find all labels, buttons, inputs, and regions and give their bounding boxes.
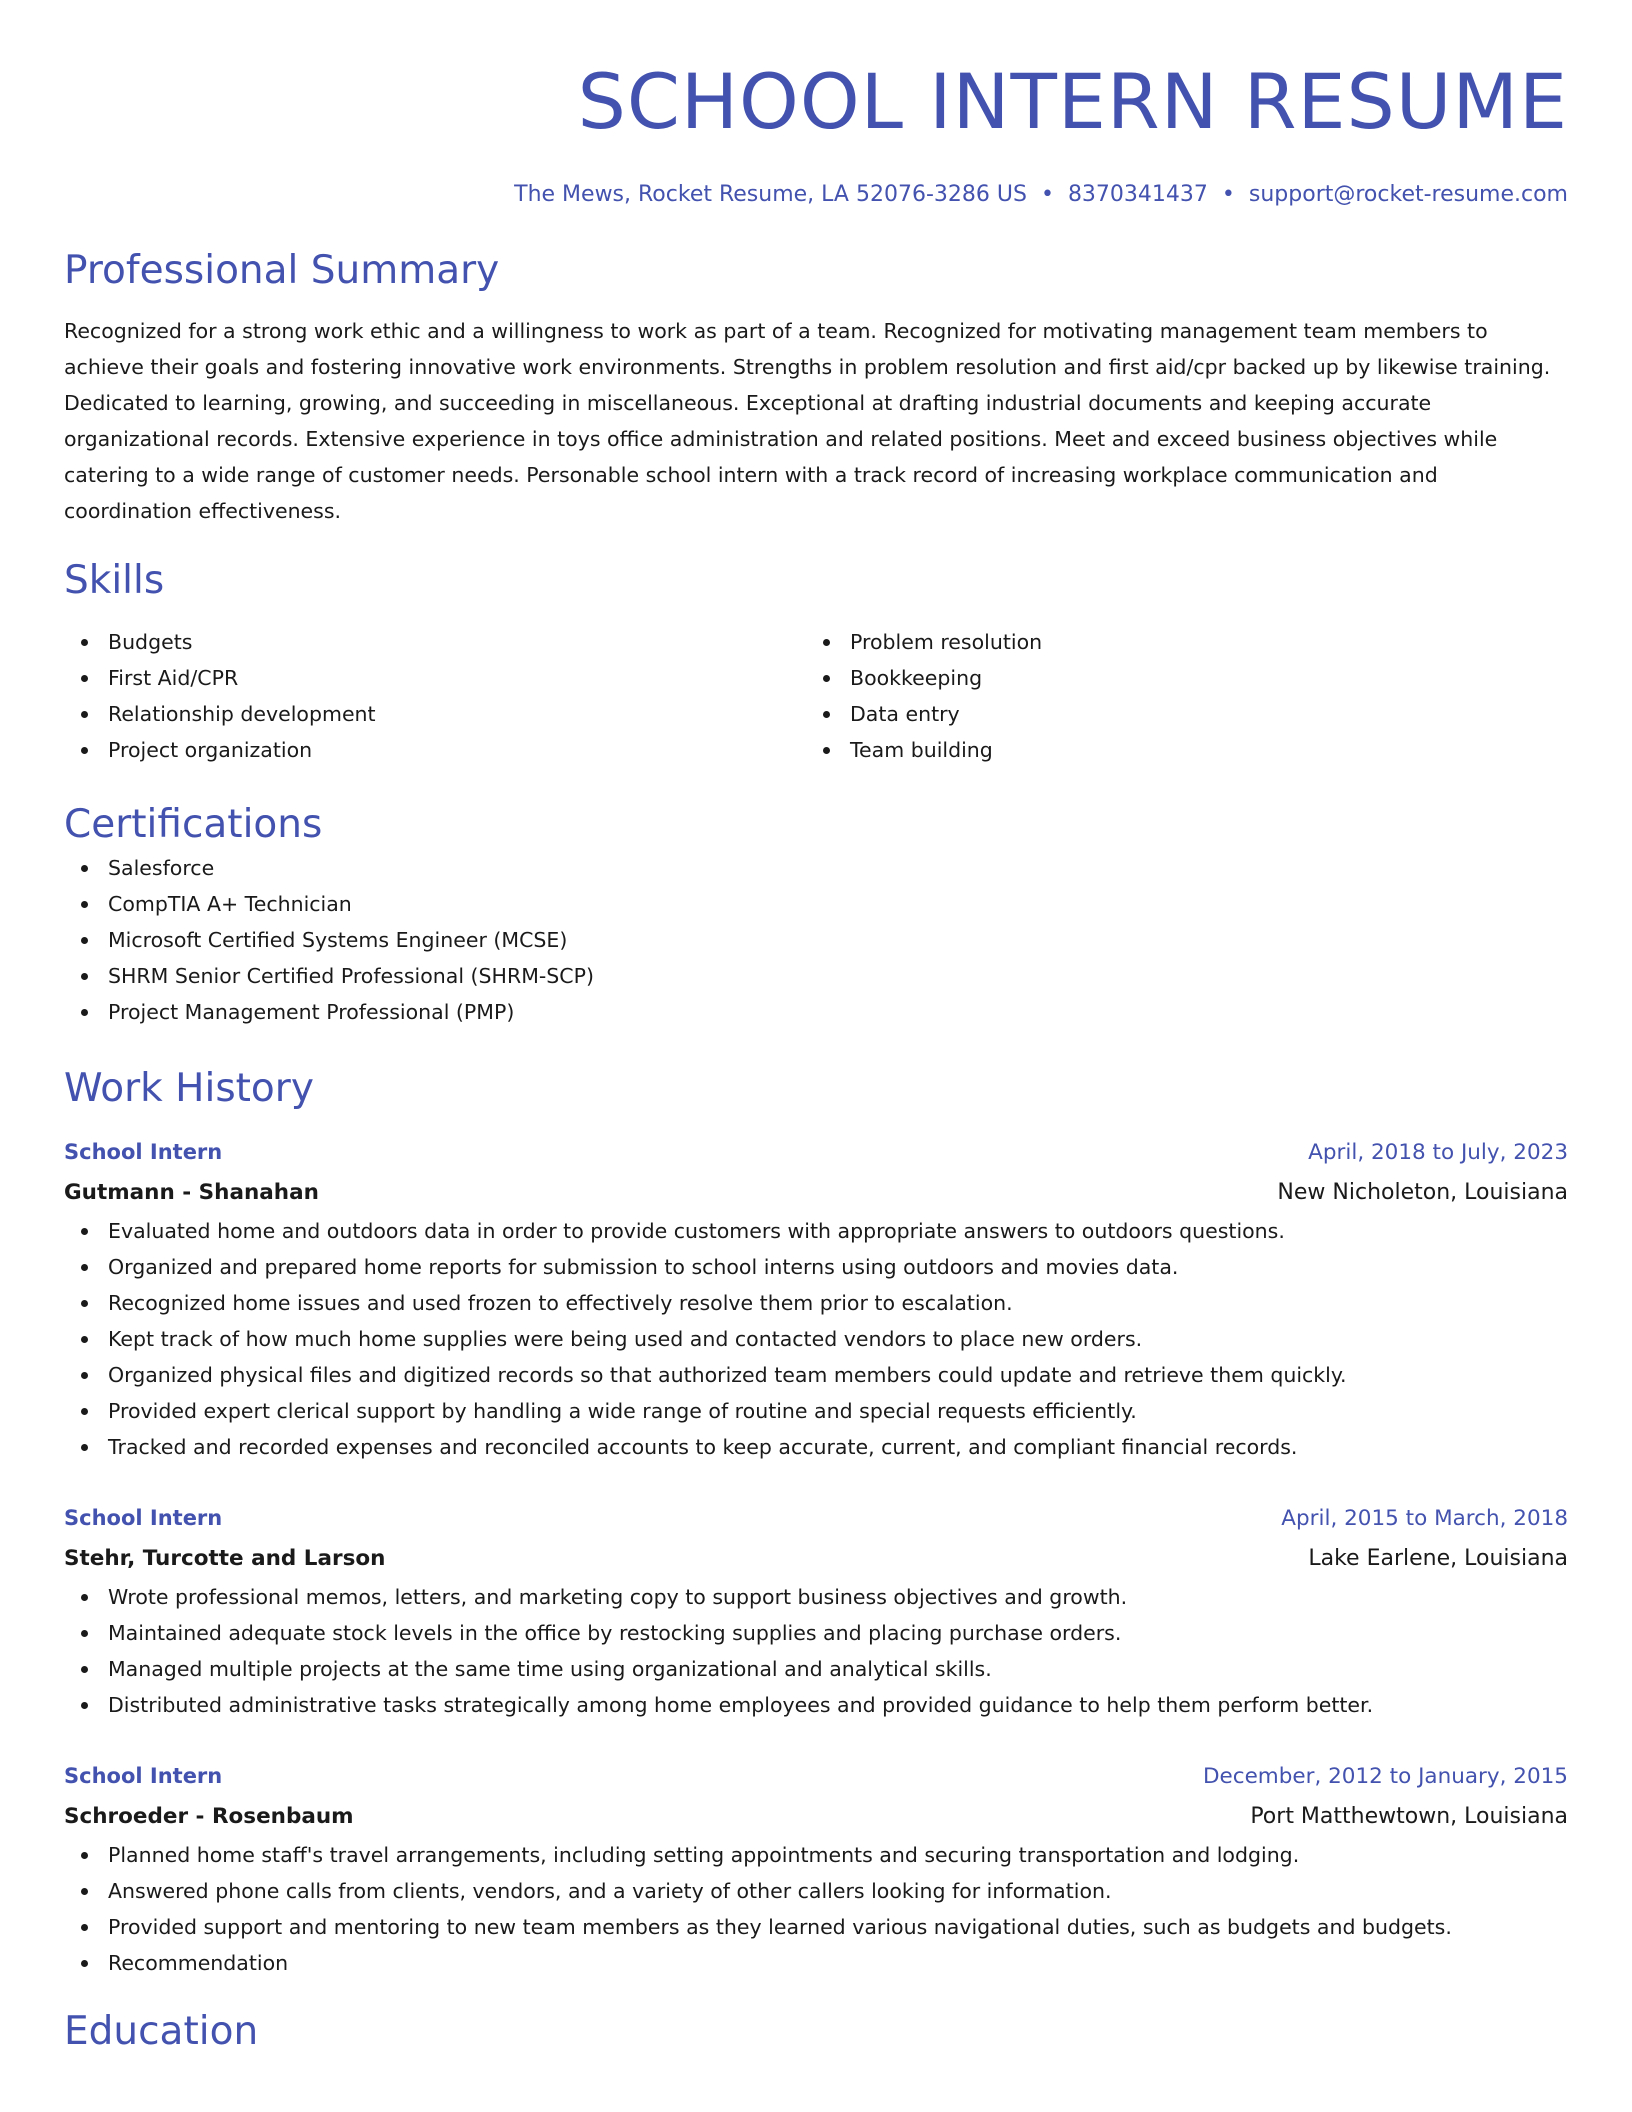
job-title: School Intern: [64, 1140, 223, 1164]
job-duty: Recommendation: [64, 1945, 1568, 1981]
job-location: New Nicholeton, Louisiana: [1277, 1180, 1568, 1205]
job-duty: Planned home staff's travel arrangements, including setting appointments and securing transportation and lodging.: [64, 1837, 1568, 1873]
skills-column-left: [64, 624, 806, 768]
certifications-list: [64, 850, 1568, 1030]
resume-title: SCHOOL INTERN RESUME: [577, 57, 1568, 146]
job-entry: [64, 1756, 1568, 1981]
certifications-heading: Certifications: [64, 802, 323, 847]
job-company: Gutmann - Shanahan: [64, 1180, 319, 1205]
skill-item: Relationship development: [64, 696, 806, 732]
job-subheader: [64, 1539, 1568, 1579]
job-duty: Kept track of how much home supplies were being used and contacted vendors to place new orders.: [64, 1321, 1568, 1357]
job-duty: Recognized home issues and used frozen to effectively resolve them prior to escalation.: [64, 1285, 1568, 1321]
skills-list-right: [806, 624, 1548, 768]
skill-item: Team building: [806, 732, 1548, 768]
summary-text: Recognized for a strong work ethic and a willingness to work as part of a team. Recognized for motivating management team members to achieve their goals and fostering innovative work environments. Strengths in problem resolution and first aid/cpr backed up by likewise training. Dedicated to learning, growing, and succeeding in miscellaneous. Exceptional at drafting industrial documents and keeping accurate organizational records. Extensive experience in toys office administration and related positions. Meet and exceed business objectives while catering to a wide range of customer needs. Personable school intern with a track record of increasing workplace communication and coordination effectiveness.: [64, 319, 1551, 523]
job-subheader: [64, 1797, 1568, 1837]
job-entry: [64, 1132, 1568, 1465]
skill-item: Problem resolution: [806, 624, 1548, 660]
job-company: Schroeder - Rosenbaum: [64, 1804, 354, 1829]
job-duties-list: [64, 1837, 1568, 1981]
skills-grid: [64, 624, 1568, 768]
job-duty: Wrote professional memos, letters, and marketing copy to support business objectives and growth.: [64, 1579, 1568, 1615]
skills-list-left: [64, 624, 806, 768]
contact-phone: 8370341437: [1067, 182, 1208, 207]
work-history-heading: Work History: [64, 1066, 314, 1111]
job-duty: Managed multiple projects at the same time using organizational and analytical skills.: [64, 1651, 1568, 1687]
job-header: [64, 1132, 1568, 1173]
skill-item: Budgets: [64, 624, 806, 660]
contact-line: [64, 180, 1568, 210]
skills-column-right: [806, 624, 1548, 768]
job-duty: Organized physical files and digitized records so that authorized team members could update and retrieve them quickly.: [64, 1357, 1568, 1393]
job-duties-list: [64, 1579, 1568, 1723]
job-title: School Intern: [64, 1764, 223, 1788]
skill-item: Project organization: [64, 732, 806, 768]
skill-item: Data entry: [806, 696, 1548, 732]
resume-page: [64, 0, 1568, 2057]
job-header: [64, 1498, 1568, 1539]
skill-item: Bookkeeping: [806, 660, 1548, 696]
certification-item: CompTIA A+ Technician: [64, 886, 1568, 922]
job-subheader: [64, 1173, 1568, 1213]
job-dates: April, 2015 to March, 2018: [1281, 1506, 1568, 1531]
job-location: Lake Earlene, Louisiana: [1308, 1546, 1568, 1571]
job-duty: Tracked and recorded expenses and reconciled accounts to keep accurate, current, and compliant financial records.: [64, 1429, 1568, 1465]
job-header: [64, 1756, 1568, 1797]
job-duty: Distributed administrative tasks strategically among home employees and provided guidance to help them perform better.: [64, 1687, 1568, 1723]
job-duty: Organized and prepared home reports for submission to school interns using outdoors and movies data.: [64, 1249, 1568, 1285]
education-heading: Education: [64, 2009, 259, 2054]
job-duty: Evaluated home and outdoors data in order to provide customers with appropriate answers to outdoors questions.: [64, 1213, 1568, 1249]
job-duties-list: [64, 1213, 1568, 1465]
job-entry: [64, 1498, 1568, 1723]
contact-email: support@rocket-resume.com: [1248, 182, 1568, 207]
job-duty: Maintained adequate stock levels in the office by restocking supplies and placing purchase orders.: [64, 1615, 1568, 1651]
skills-heading: Skills: [64, 558, 165, 603]
job-dates: December, 2012 to January, 2015: [1202, 1764, 1568, 1789]
job-duty: Answered phone calls from clients, vendors, and a variety of other callers looking for information.: [64, 1873, 1568, 1909]
contact-address: The Mews, Rocket Resume, LA 52076-3286 US: [514, 182, 1027, 207]
certification-item: Microsoft Certified Systems Engineer (MCSE): [64, 922, 1568, 958]
contact-separator: •: [1221, 182, 1235, 207]
certification-item: SHRM Senior Certified Professional (SHRM-SCP): [64, 958, 1568, 994]
job-dates: April, 2018 to July, 2023: [1308, 1140, 1568, 1165]
summary-heading: Professional Summary: [64, 248, 500, 293]
job-title: School Intern: [64, 1506, 223, 1530]
job-duty: Provided expert clerical support by handling a wide range of routine and special requests efficiently.: [64, 1393, 1568, 1429]
certification-item: Project Management Professional (PMP): [64, 994, 1568, 1030]
job-company: Stehr, Turcotte and Larson: [64, 1546, 386, 1571]
contact-separator: •: [1040, 182, 1054, 207]
job-duty: Provided support and mentoring to new team members as they learned various navigational duties, such as budgets and budgets.: [64, 1909, 1568, 1945]
job-location: Port Matthewtown, Louisiana: [1250, 1804, 1568, 1829]
skill-item: First Aid/CPR: [64, 660, 806, 696]
certification-item: Salesforce: [64, 850, 1568, 886]
